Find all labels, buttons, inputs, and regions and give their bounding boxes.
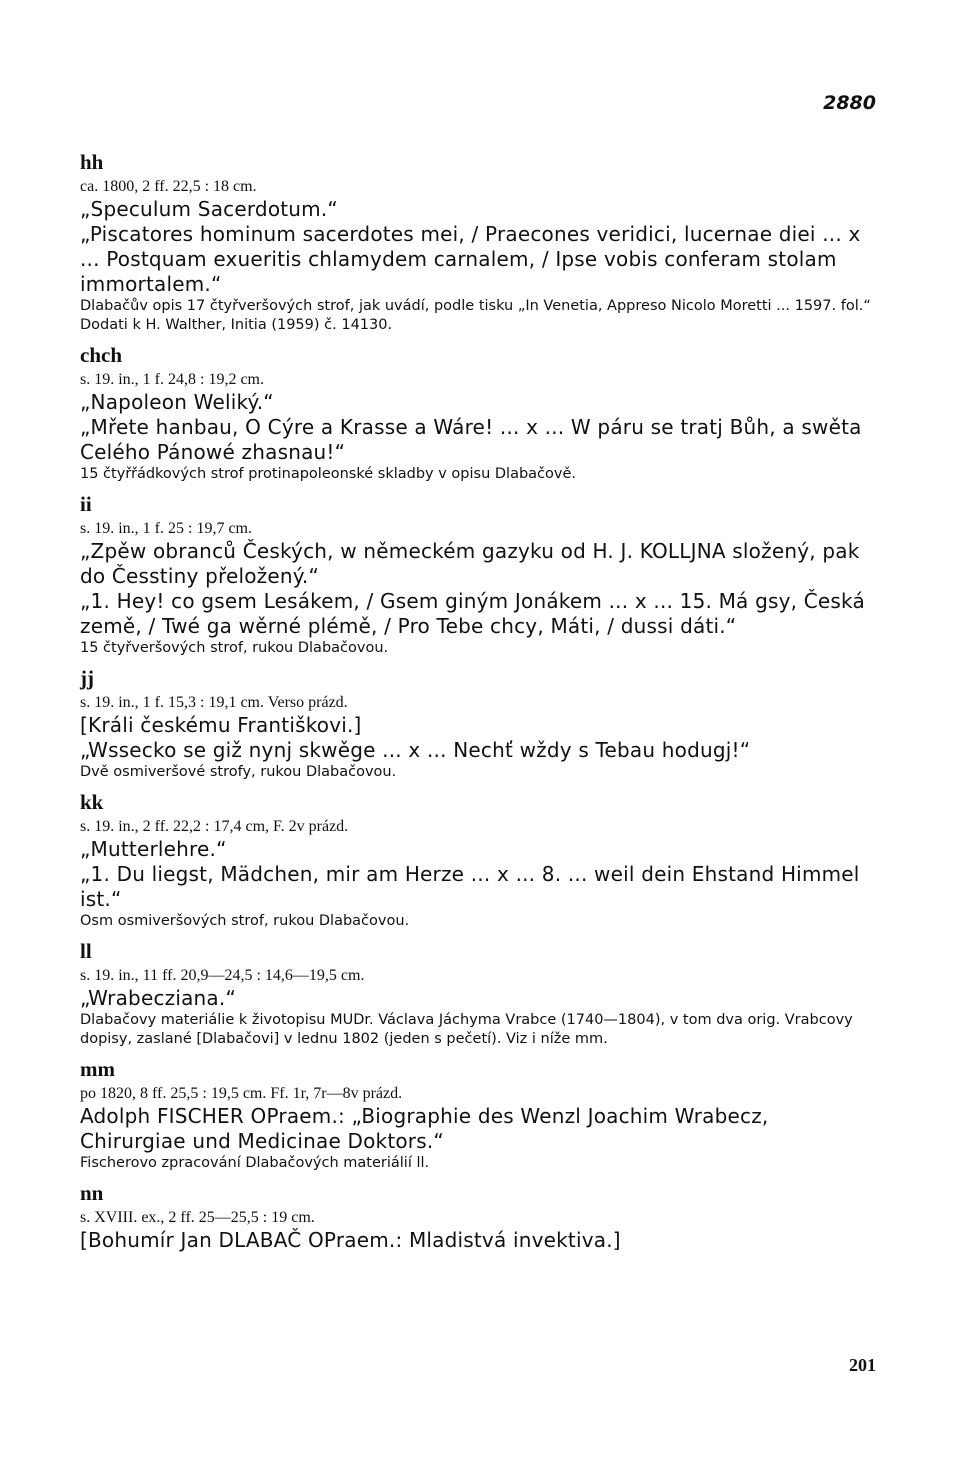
entry-incipit: „Piscatores hominum sacerdotes mei, / Praecones veridici, lucernae diei ... x ... Postquam exueritis chlamydem carnalem, / Ipse vobis conferam stolam immortalem.“	[80, 222, 861, 296]
entry-note: Dvě osmiveršové strofy, rukou Dlabačovou.	[80, 764, 397, 780]
entry-title: „Zpěw obranců Českých, w německém gazyku od H. J. KOLLJNA složený, pak do Česstiny přeložený.“	[80, 539, 860, 588]
catalogue-entry	[80, 150, 880, 335]
entry-physical-description: s. XVIII. ex., 2 ff. 25—25,5 : 19 cm.	[80, 1209, 315, 1226]
catalogue-entry	[80, 939, 880, 1049]
entry-note: 15 čtyřveršových strof, rukou Dlabačovou.	[80, 640, 389, 656]
entry-physical-description: ca. 1800, 2 ff. 22,5 : 18 cm.	[80, 178, 257, 195]
entry-incipit: „1. Du liegst, Mädchen, mir am Herze ... x ... 8. ... weil dein Ehstand Himmel ist.“	[80, 862, 860, 911]
entry-title: „Wrabecziana.“	[80, 986, 237, 1010]
entry-siglum: ll	[80, 939, 92, 963]
catalogue-entry	[80, 666, 880, 782]
page-number: 2880	[823, 92, 876, 114]
entry-siglum: chch	[80, 343, 122, 367]
catalogue-entry	[80, 492, 880, 658]
entry-siglum: kk	[80, 790, 104, 814]
entry-incipit: „Wssecko se giž nynj skwěge ... x ... Nechť wždy s Tebau hodugj!“	[80, 738, 751, 762]
catalogue-entry	[80, 343, 880, 484]
catalogue-entry	[80, 1181, 880, 1253]
entry-note: Dlabačův opis 17 čtyřveršových strof, jak uvádí, podle tisku „In Venetia, Appreso Nicolo Moretti ... 1597. fol.“	[80, 298, 871, 314]
entry-physical-description: s. 19. in., 11 ff. 20,9—24,5 : 14,6—19,5 cm.	[80, 967, 365, 984]
entry-incipit: „Mřete hanbau, O Cýre a Krasse a Wáre! ... x ... W páru se tratj Bůh, a swěta Celého Pánowé zhasnau!“	[80, 415, 862, 464]
entry-note: Dlabačovy materiálie k životopisu MUDr. Václava Jáchyma Vrabce (1740—1804), v tom dva orig. Vrabcovy dopisy, zaslané [Dlabačovi] v lednu 1802 (jeden s pečetí). Viz i níže mm.	[80, 1012, 853, 1047]
entry-physical-description: s. 19. in., 1 f. 15,3 : 19,1 cm. Verso prázd.	[80, 694, 348, 711]
entry-incipit: „1. Hey! co gsem Lesákem, / Gsem giným Jonákem ... x ... 15. Má gsy, Česká země, / Twé ga wěrné plémě, / Pro Tebe chcy, Máti, / dussi dáti.“	[80, 589, 865, 638]
entry-title: [Bohumír Jan DLABAČ OPraem.: Mladistvá invektiva.]	[80, 1228, 621, 1252]
catalogue-entries	[80, 150, 880, 1253]
entry-note: Osm osmiveršových strof, rukou Dlabačovou.	[80, 913, 410, 929]
entry-physical-description: s. 19. in., 1 f. 25 : 19,7 cm.	[80, 520, 252, 537]
entry-title: [Králi českému Františkovi.]	[80, 713, 362, 737]
entry-title: Adolph FISCHER OPraem.: „Biographie des Wenzl Joachim Wrabecz, Chirurgiae und Medicinae Doktors.“	[80, 1104, 769, 1153]
entry-note: Fischerovo zpracování Dlabačových materiálií ll.	[80, 1155, 430, 1171]
entry-title: „Mutterlehre.“	[80, 837, 227, 861]
catalogue-entry	[80, 1057, 880, 1173]
entry-siglum: ii	[80, 492, 92, 516]
entry-note: Dodati k H. Walther, Initia (1959) č. 14130.	[80, 317, 393, 333]
entry-physical-description: s. 19. in., 1 f. 24,8 : 19,2 cm.	[80, 371, 264, 388]
entry-physical-description: s. 19. in., 2 ff. 22,2 : 17,4 cm, F. 2v prázd.	[80, 818, 349, 835]
entry-siglum: nn	[80, 1181, 104, 1205]
footer-page-number: 201	[849, 1355, 876, 1375]
catalogue-entry	[80, 790, 880, 931]
entry-title: „Speculum Sacerdotum.“	[80, 197, 338, 221]
entry-title: „Napoleon Weliký.“	[80, 390, 274, 414]
entry-siglum: jj	[80, 666, 94, 690]
entry-physical-description: po 1820, 8 ff. 25,5 : 19,5 cm. Ff. 1r, 7r—8v prázd.	[80, 1085, 403, 1102]
entry-note: 15 čtyřřádkových strof protinapoleonské skladby v opisu Dlabačově.	[80, 466, 577, 482]
entry-siglum: mm	[80, 1057, 115, 1081]
entry-siglum: hh	[80, 150, 104, 174]
